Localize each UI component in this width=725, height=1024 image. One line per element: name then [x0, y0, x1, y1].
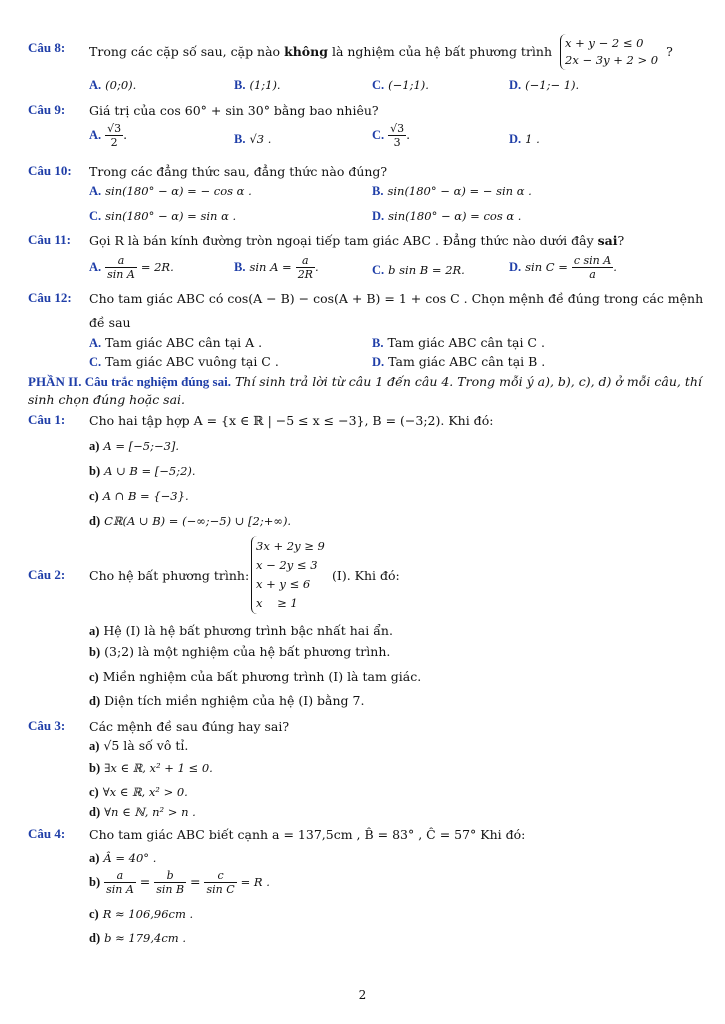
question-text: Trong các cặp số sau, cặp nào không là nghiệm của hệ bất phương trình x + y − 2 ≤ 0 2x − 3y + 2 > 0 ?	[89, 34, 709, 70]
system-label: (I). Khi đó:	[332, 568, 400, 583]
question-number: Câu 8:	[28, 40, 66, 55]
statement-c: c) Miền nghiệm của bất phương trình (I) là tam giác.	[89, 669, 422, 684]
statement-a: a) Â = 40° .	[89, 851, 157, 865]
option-c: C. Tam giác ABC vuông tại C .	[89, 354, 279, 369]
option-a: A. Tam giác ABC cân tại A .	[89, 335, 263, 350]
option-b: B. sin(180° − α) = − sin α .	[372, 184, 532, 198]
statement-d: d) b ≈ 179,4cm .	[89, 931, 186, 945]
option-c: C. sin(180° − α) = sin α .	[89, 209, 237, 223]
option-b: B. (1;1).	[234, 78, 281, 92]
question-text: Trong các đẳng thức sau, đẳng thức nào đúng?	[89, 164, 388, 179]
statement-a: a) A = [−5;−3].	[89, 439, 180, 453]
option-a: A. (0;0).	[89, 78, 137, 92]
option-a: A. $\frac{a}{\text{sin A}}$ = 2R.	[89, 254, 174, 281]
question-text: Cho hai tập hợp A = {x ∈ ℝ | −5 ≤ x ≤ −3}, B = (−3;2). Khi đó:	[89, 413, 494, 428]
option-a: A. $\frac{√3}{2}$ .	[89, 122, 128, 149]
fraction: $\frac{c}{\text{sin C}}$	[206, 869, 235, 896]
fraction: $\frac{\text{c sin A}}{a}$	[573, 254, 612, 281]
statement-b: b) ∃x ∈ ℝ, x² + 1 ≤ 0.	[89, 761, 213, 775]
statement-c: c) ∀x ∈ ℝ, x² > 0.	[89, 785, 188, 799]
option-b: B. Tam giác ABC cân tại C .	[372, 335, 545, 350]
fraction: $\frac{a}{2R}$	[297, 254, 313, 281]
statement-c: c) A ∩ B = {−3}.	[89, 489, 189, 503]
inequality-system: 3x + 2y ≥ 9 x − 2y ≤ 3 x + y ≤ 6 x ≥ 1	[251, 536, 329, 614]
statement-d: d) Cℝ(A ∪ B) = (−∞;−5) ∪ [2;+∞).	[89, 514, 292, 528]
option-c: C. (−1;1).	[372, 78, 429, 92]
statement-d: d) Diện tích miền nghiệm của hệ (I) bằng 7.	[89, 693, 365, 708]
question-text: Gọi R là bán kính đường tròn ngoại tiếp tam giác ABC . Đẳng thức nào dưới đây sai?	[89, 233, 625, 248]
part-2-header: PHẦN II. Câu trắc nghiệm đúng sai. Thí sinh trả lời từ câu 1 đến câu 4. Trong mỗi ý a), b), c), d) ở mỗi câu, thí sinh chọn đúng hoặc sai.	[28, 374, 702, 407]
question-number: Câu 1:	[28, 412, 66, 427]
option-d: D. sin(180° − α) = cos α .	[372, 209, 522, 223]
statement-c: c) R ≈ 106,96cm .	[89, 907, 194, 921]
option-b: B. √3 .	[234, 132, 272, 146]
question-number: Câu 10:	[28, 163, 72, 178]
statement-d: d) ∀n ∈ ℕ, n² > n .	[89, 805, 196, 819]
option-d: D. Tam giác ABC cân tại B .	[372, 354, 546, 369]
option-c: C. $\frac{√3}{3}$ .	[372, 122, 411, 149]
fraction: $\frac{a}{\text{sin A}}$	[106, 869, 134, 896]
option-b: B. sin A = $\frac{a}{2R}$ .	[234, 254, 319, 281]
fraction: $\frac{√3}{3}$	[390, 122, 405, 149]
statement-b: b) (3;2) là một nghiệm của hệ bất phương trình.	[89, 644, 391, 659]
question-number: Câu 3:	[28, 718, 66, 733]
statement-b: b) $\frac{a}{\text{sin A}}$ = $\frac{b}{\text{sin B}}$ = $\frac{c}{\text{sin C}}$ = R .	[89, 869, 270, 896]
statement-a: a) √5 là số vô tỉ.	[89, 738, 189, 753]
question-number: Câu 2:	[28, 567, 66, 582]
question-text: Cho hệ bất phương trình:	[89, 568, 250, 583]
inequality-system: x + y − 2 ≤ 0 2x − 3y + 2 > 0	[560, 34, 662, 70]
page-number: 2	[358, 988, 367, 1002]
fraction: $\frac{√3}{2}$	[107, 122, 122, 149]
option-d: D. sin C = $\frac{\text{c sin A}}{a}$ .	[509, 254, 617, 281]
question-number: Câu 9:	[28, 102, 66, 117]
option-d: D. (−1;− 1).	[509, 78, 580, 92]
question-number: Câu 11:	[28, 232, 71, 247]
question-text: Cho tam giác ABC biết cạnh a = 137,5cm , B̂ = 83° , Ĉ = 57° Khi đó:	[89, 827, 526, 842]
question-number: Câu 12:	[28, 290, 72, 305]
option-c: C. b sin B = 2R.	[372, 263, 465, 277]
option-d: D. 1 .	[509, 132, 540, 146]
fraction: $\frac{b}{\text{sin B}}$	[156, 869, 185, 896]
statement-b: b) A ∪ B = [−5;2).	[89, 464, 196, 478]
option-a: A. sin(180° − α) = − cos α .	[89, 184, 252, 198]
statement-a: a) Hệ (I) là hệ bất phương trình bậc nhất hai ẩn.	[89, 623, 393, 638]
question-text: Các mệnh đề sau đúng hay sai?	[89, 719, 290, 734]
question-number: Câu 4:	[28, 826, 66, 841]
question-text: Cho tam giác ABC có cos(A − B) − cos(A + B) = 1 + cos C . Chọn mệnh đề đúng trong các mệnh đề sau	[89, 291, 704, 330]
question-text: Giá trị của cos 60° + sin 30° bằng bao nhiêu?	[89, 103, 379, 118]
fraction: $\frac{a}{\text{sin A}}$	[107, 254, 135, 281]
